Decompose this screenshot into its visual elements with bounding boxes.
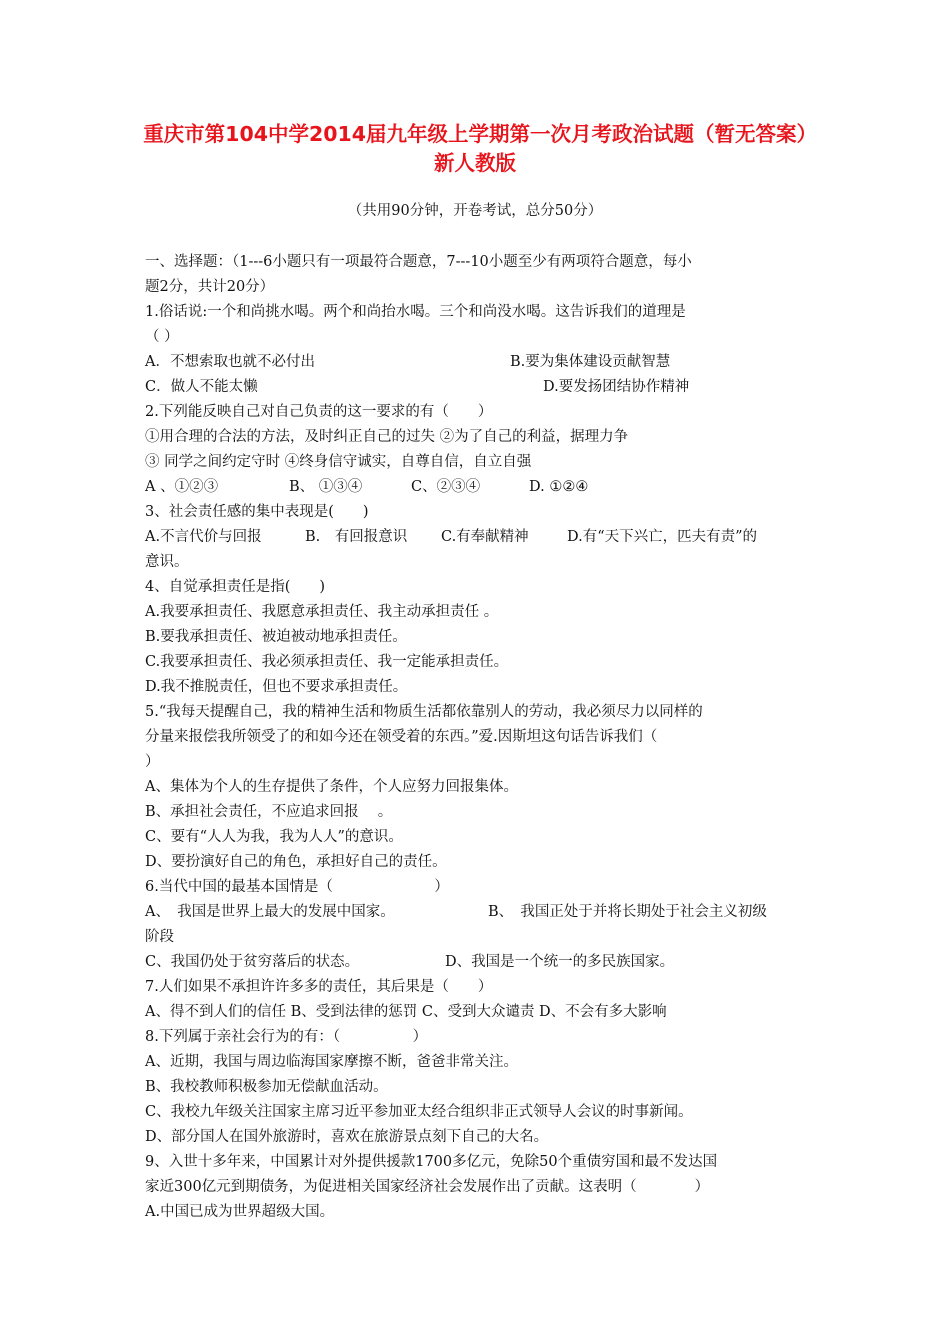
section-heading: 一、选择题：（1---6小题只有一项最符合题意，7---10小题至少有两项符合题意，每小 <box>145 254 692 270</box>
option-a: A、集体为个人的生存提供了条件，个人应努力回报集体。 <box>145 779 518 795</box>
option-d: D、部分国人在国外旅游时，喜欢在旅游景点刻下自己的大名。 <box>145 1129 549 1145</box>
question-2-statements-cont: ③ 同学之间约定守时 ④终身信守诚实，自尊自信，自立自强 <box>145 454 532 470</box>
question-5-stem-end: ） <box>145 754 160 770</box>
question-6-stem: 6.当代中国的最基本国情是（ ） <box>145 879 449 895</box>
option-d: D.有“天下兴亡，匹夫有责”的 <box>567 529 758 545</box>
question-3-option-d-cont: 意识。 <box>145 554 189 570</box>
option-a: A.中国已成为世界超级大国。 <box>145 1204 335 1220</box>
option-a: A.不言代价与回报 <box>145 529 262 545</box>
option-a: A、近期，我国与周边临海国家摩擦不断，爸爸非常关注。 <box>145 1054 518 1070</box>
question-6-option-b-cont: 阶段 <box>145 929 174 945</box>
option-c: C、②③④ <box>411 479 481 495</box>
option-a: A．不想索取也就不必付出 <box>145 354 315 370</box>
question-9-stem: 9、入世十多年来，中国累计对外提供援款1700多亿元，免除50个重债穷国和最不发达国 <box>145 1154 718 1170</box>
option-b: B.要为集体建设贡献智慧 <box>510 354 671 370</box>
question-1-stem-cont: （ ） <box>145 329 179 345</box>
question-2-statements: ①用合理的合法的方法，及时纠正自己的过失 ②为了自己的利益，据理力争 <box>145 429 629 445</box>
option-c: C、我校九年级关注国家主席习近平参加亚太经合组织非正式领导人会议的时事新闻。 <box>145 1104 693 1120</box>
question-4-stem: 4、自觉承担责任是指( ) <box>145 579 326 595</box>
question-1-options-ab <box>145 350 810 375</box>
question-body <box>145 250 810 1225</box>
question-7-stem: 7.人们如果不承担许许多多的责任，其后果是（ ） <box>145 979 493 995</box>
question-5-stem-cont: 分量来报偿我所领受了的和如今还在领受着的东西。”爱.因斯坦这句话告诉我们（ <box>145 729 658 745</box>
question-2-options <box>145 475 810 500</box>
option-b: B、 我国正处于并将长期处于社会主义初级 <box>488 904 767 920</box>
question-1-stem: 1.俗话说:一个和尚挑水喝。两个和尚抬水喝。三个和尚没水喝。这告诉我们的道理是 <box>145 304 686 320</box>
option-b: B. 有回报意识 <box>305 529 408 545</box>
question-8-stem: 8.下列属于亲社会行为的有：（ ） <box>145 1029 428 1045</box>
option-d: D. ①②④ <box>529 479 589 495</box>
section-heading-cont: 题2分，共计20分） <box>145 279 275 295</box>
document-title: 重庆市第104中学2014届九年级上学期第一次月考政治试题（暂无答案） 新人教版 <box>143 122 828 175</box>
option-c: C．做人不能太懒 <box>145 379 258 395</box>
option-a: A 、①②③ <box>145 479 219 495</box>
question-7-options: A、得不到人们的信任 B、受到法律的惩罚 C、受到大众谴责 D、不会有多大影响 <box>145 1004 667 1020</box>
question-3-stem: 3、社会责任感的集中表现是( ) <box>145 504 369 520</box>
option-d: D.要发扬团结协作精神 <box>543 379 690 395</box>
option-d: D.我不推脱责任，但也不要求承担责任。 <box>145 679 408 695</box>
option-d: D、要扮演好自己的角色，承担好自己的责任。 <box>145 854 447 870</box>
question-3-options <box>145 525 810 550</box>
question-1-options-cd <box>145 375 810 400</box>
option-b: B、承担社会责任，不应追求回报 。 <box>145 804 393 820</box>
question-6-options-ab <box>145 900 810 925</box>
question-6-options-cd <box>145 950 810 975</box>
option-c: C.我要承担责任、我必须承担责任、我一定能承担责任。 <box>145 654 509 670</box>
question-9-stem-cont: 家近300亿元到期债务，为促进相关国家经济社会发展作出了贡献。这表明（ ） <box>145 1179 710 1195</box>
option-a: A.我要承担责任、我愿意承担责任、我主动承担责任 。 <box>145 604 499 620</box>
option-d: D、我国是一个统一的多民族国家。 <box>445 954 675 970</box>
option-b: B、 ①③④ <box>289 479 363 495</box>
exam-info: （共用90分钟，开卷考试，总分50分） <box>347 203 603 219</box>
option-b: B、我校教师积极参加无偿献血活动。 <box>145 1079 388 1095</box>
option-c: C、我国仍处于贫穷落后的状态。 <box>145 954 360 970</box>
option-a: A、 我国是世界上最大的发展中国家。 <box>145 904 395 920</box>
question-2-stem: 2.下列能反映自己对自己负责的这一要求的有（ ） <box>145 404 493 420</box>
option-c: C、要有“人人为我，我为人人”的意识。 <box>145 829 403 845</box>
question-5-stem: 5.“我每天提醒自己，我的精神生活和物质生活都依靠别人的劳动，我必须尽力以同样的 <box>145 704 703 720</box>
option-b: B.要我承担责任、被迫被动地承担责任。 <box>145 629 407 645</box>
option-c: C.有奉献精神 <box>441 529 529 545</box>
